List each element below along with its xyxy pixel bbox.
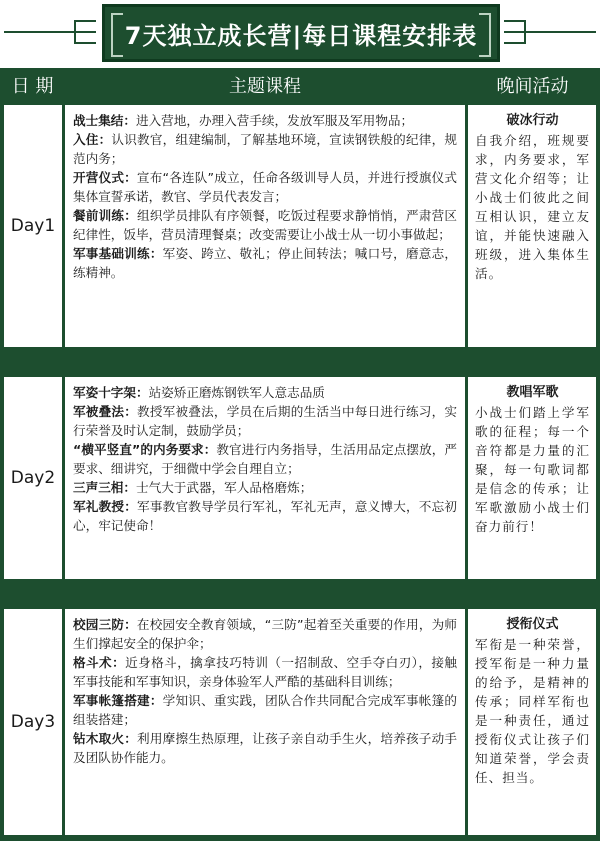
table-row-day2 — [0, 377, 600, 579]
course-text: 教官进行内务指导，生活用品定点摆放，严要求、细讲究，于细微中学会自理自立； — [73, 442, 458, 476]
course-text: 利用摩擦生热原理，让孩子亲自动手生火，培养孩子动手及团队协作能力。 — [73, 731, 458, 765]
course-item — [73, 615, 457, 653]
course-label: “横平竖直”的内务要求： — [73, 442, 217, 457]
course-label: 钻木取火： — [73, 731, 138, 746]
course-item — [73, 497, 457, 535]
day-label: Day3 — [4, 609, 62, 835]
table-header — [0, 68, 600, 102]
course-label: 餐前训练： — [73, 208, 138, 223]
day-label: Day1 — [4, 105, 62, 347]
column-header-date: 日 期 — [11, 76, 54, 97]
main-course-cell — [65, 609, 465, 835]
course-label: 校园三防： — [73, 617, 137, 632]
course-label: 三声三相： — [73, 480, 136, 495]
course-label: 军礼教授： — [73, 499, 138, 514]
course-label: 军被叠法： — [73, 404, 138, 419]
course-item — [73, 440, 457, 478]
course-text: 军姿、跨立、敬礼；停止间转法；喊口号，磨意志，练精神。 — [73, 246, 458, 280]
course-label: 军事基础训练： — [73, 246, 163, 261]
course-item — [73, 111, 457, 130]
page-title: 7天独立成长营|每日课程安排表 — [124, 21, 478, 50]
decorative-key-left — [74, 20, 96, 44]
course-text: 宣布“各连队”成立，任命各级训导人员，并进行授旗仪式集体宣誓承诺，教官、学员代表发言； — [73, 170, 457, 204]
title-banner — [102, 4, 500, 62]
evening-title: 教唱军歌 — [506, 385, 559, 400]
day-label: Day2 — [4, 377, 62, 579]
decorative-line-right — [504, 31, 596, 33]
evening-activity-cell — [468, 609, 596, 835]
course-text: 组织学员排队有序领餐，吃饭过程要求静悄悄，严肃营区纪律性，饭毕，营员清理餐桌；改变需要让小战士从一切小事做起； — [73, 208, 458, 242]
course-item — [73, 478, 457, 497]
evening-title: 授衔仪式 — [506, 617, 559, 632]
evening-activity-cell — [468, 377, 596, 579]
evening-text: 军衔是一种荣誉，授军衔是一种力量的给予，是精神的传承；同样军衔也是一种责任，通过授衔仪式让孩子们知道荣誉，学会责任、担当。 — [475, 637, 590, 785]
course-text: 士气大于武器，军人品格磨炼； — [135, 480, 313, 495]
course-item — [73, 244, 457, 282]
course-label: 格斗术： — [73, 655, 126, 670]
course-label: 军事帐篷搭建： — [73, 693, 163, 708]
course-text: 进入营地，办理入营手续，发放军服及军用物品； — [135, 113, 414, 128]
course-text: 站姿矫正磨炼钢铁军人意志品质 — [148, 385, 325, 400]
evening-activity-cell — [468, 105, 596, 347]
course-text: 在校园安全教育领域，“三防”起着至关重要的作用，为师生们撑起安全的保护伞； — [73, 617, 457, 651]
course-item — [73, 206, 457, 244]
column-header-evening: 晚间活动 — [496, 76, 569, 97]
evening-text: 自我介绍，班规要求，内务要求，军营文化介绍等；让小战士们彼此之间互相认识，建立友谊，并能快速融入班级，进入集体生活。 — [475, 133, 590, 281]
course-item — [73, 402, 457, 440]
main-course-cell — [65, 105, 465, 347]
course-item — [73, 168, 457, 206]
course-text: 近身格斗，擒拿技巧特训（一招制敌、空手夺白刃），接触军事技能和军事知识，亲身体验军人严酷的基础科目训练； — [73, 655, 458, 689]
evening-text: 小战士们踏上学军歌的征程；每一个音符都是力量的汇聚，每一句歌词都是信念的传承；让军歌激励小战士们奋力前行！ — [475, 405, 590, 534]
schedule-table — [0, 68, 600, 841]
evening-title: 破冰行动 — [506, 113, 559, 128]
course-item — [73, 130, 457, 168]
course-text: 军事教官教导学员行军礼，军礼无声，意义博大，不忘初心，牢记使命！ — [73, 499, 458, 533]
row-separator — [4, 579, 596, 609]
course-text: 认识教官，组建编制，了解基地环境，宣读钢铁般的纪律，规范内务； — [73, 132, 458, 166]
course-item — [73, 383, 457, 402]
course-item — [73, 729, 457, 767]
course-label: 军姿十字架： — [73, 385, 149, 400]
course-label: 战士集结： — [73, 113, 136, 128]
course-text: 学知识、重实践，团队合作共同配合完成军事帐篷的组装搭建； — [73, 693, 458, 727]
header — [0, 0, 600, 68]
course-label: 开营仪式： — [73, 170, 137, 185]
course-text: 教授军被叠法，学员在后期的生活当中每日进行练习，实行荣誉及时认定制，鼓励学员； — [73, 404, 458, 438]
column-header-main: 主题课程 — [229, 76, 301, 97]
table-row-day1 — [0, 105, 600, 347]
row-separator — [4, 347, 596, 377]
course-item — [73, 691, 457, 729]
table-row-day3 — [0, 609, 600, 835]
course-item — [73, 653, 457, 691]
course-label: 入住： — [73, 132, 112, 147]
main-course-cell — [65, 377, 465, 579]
